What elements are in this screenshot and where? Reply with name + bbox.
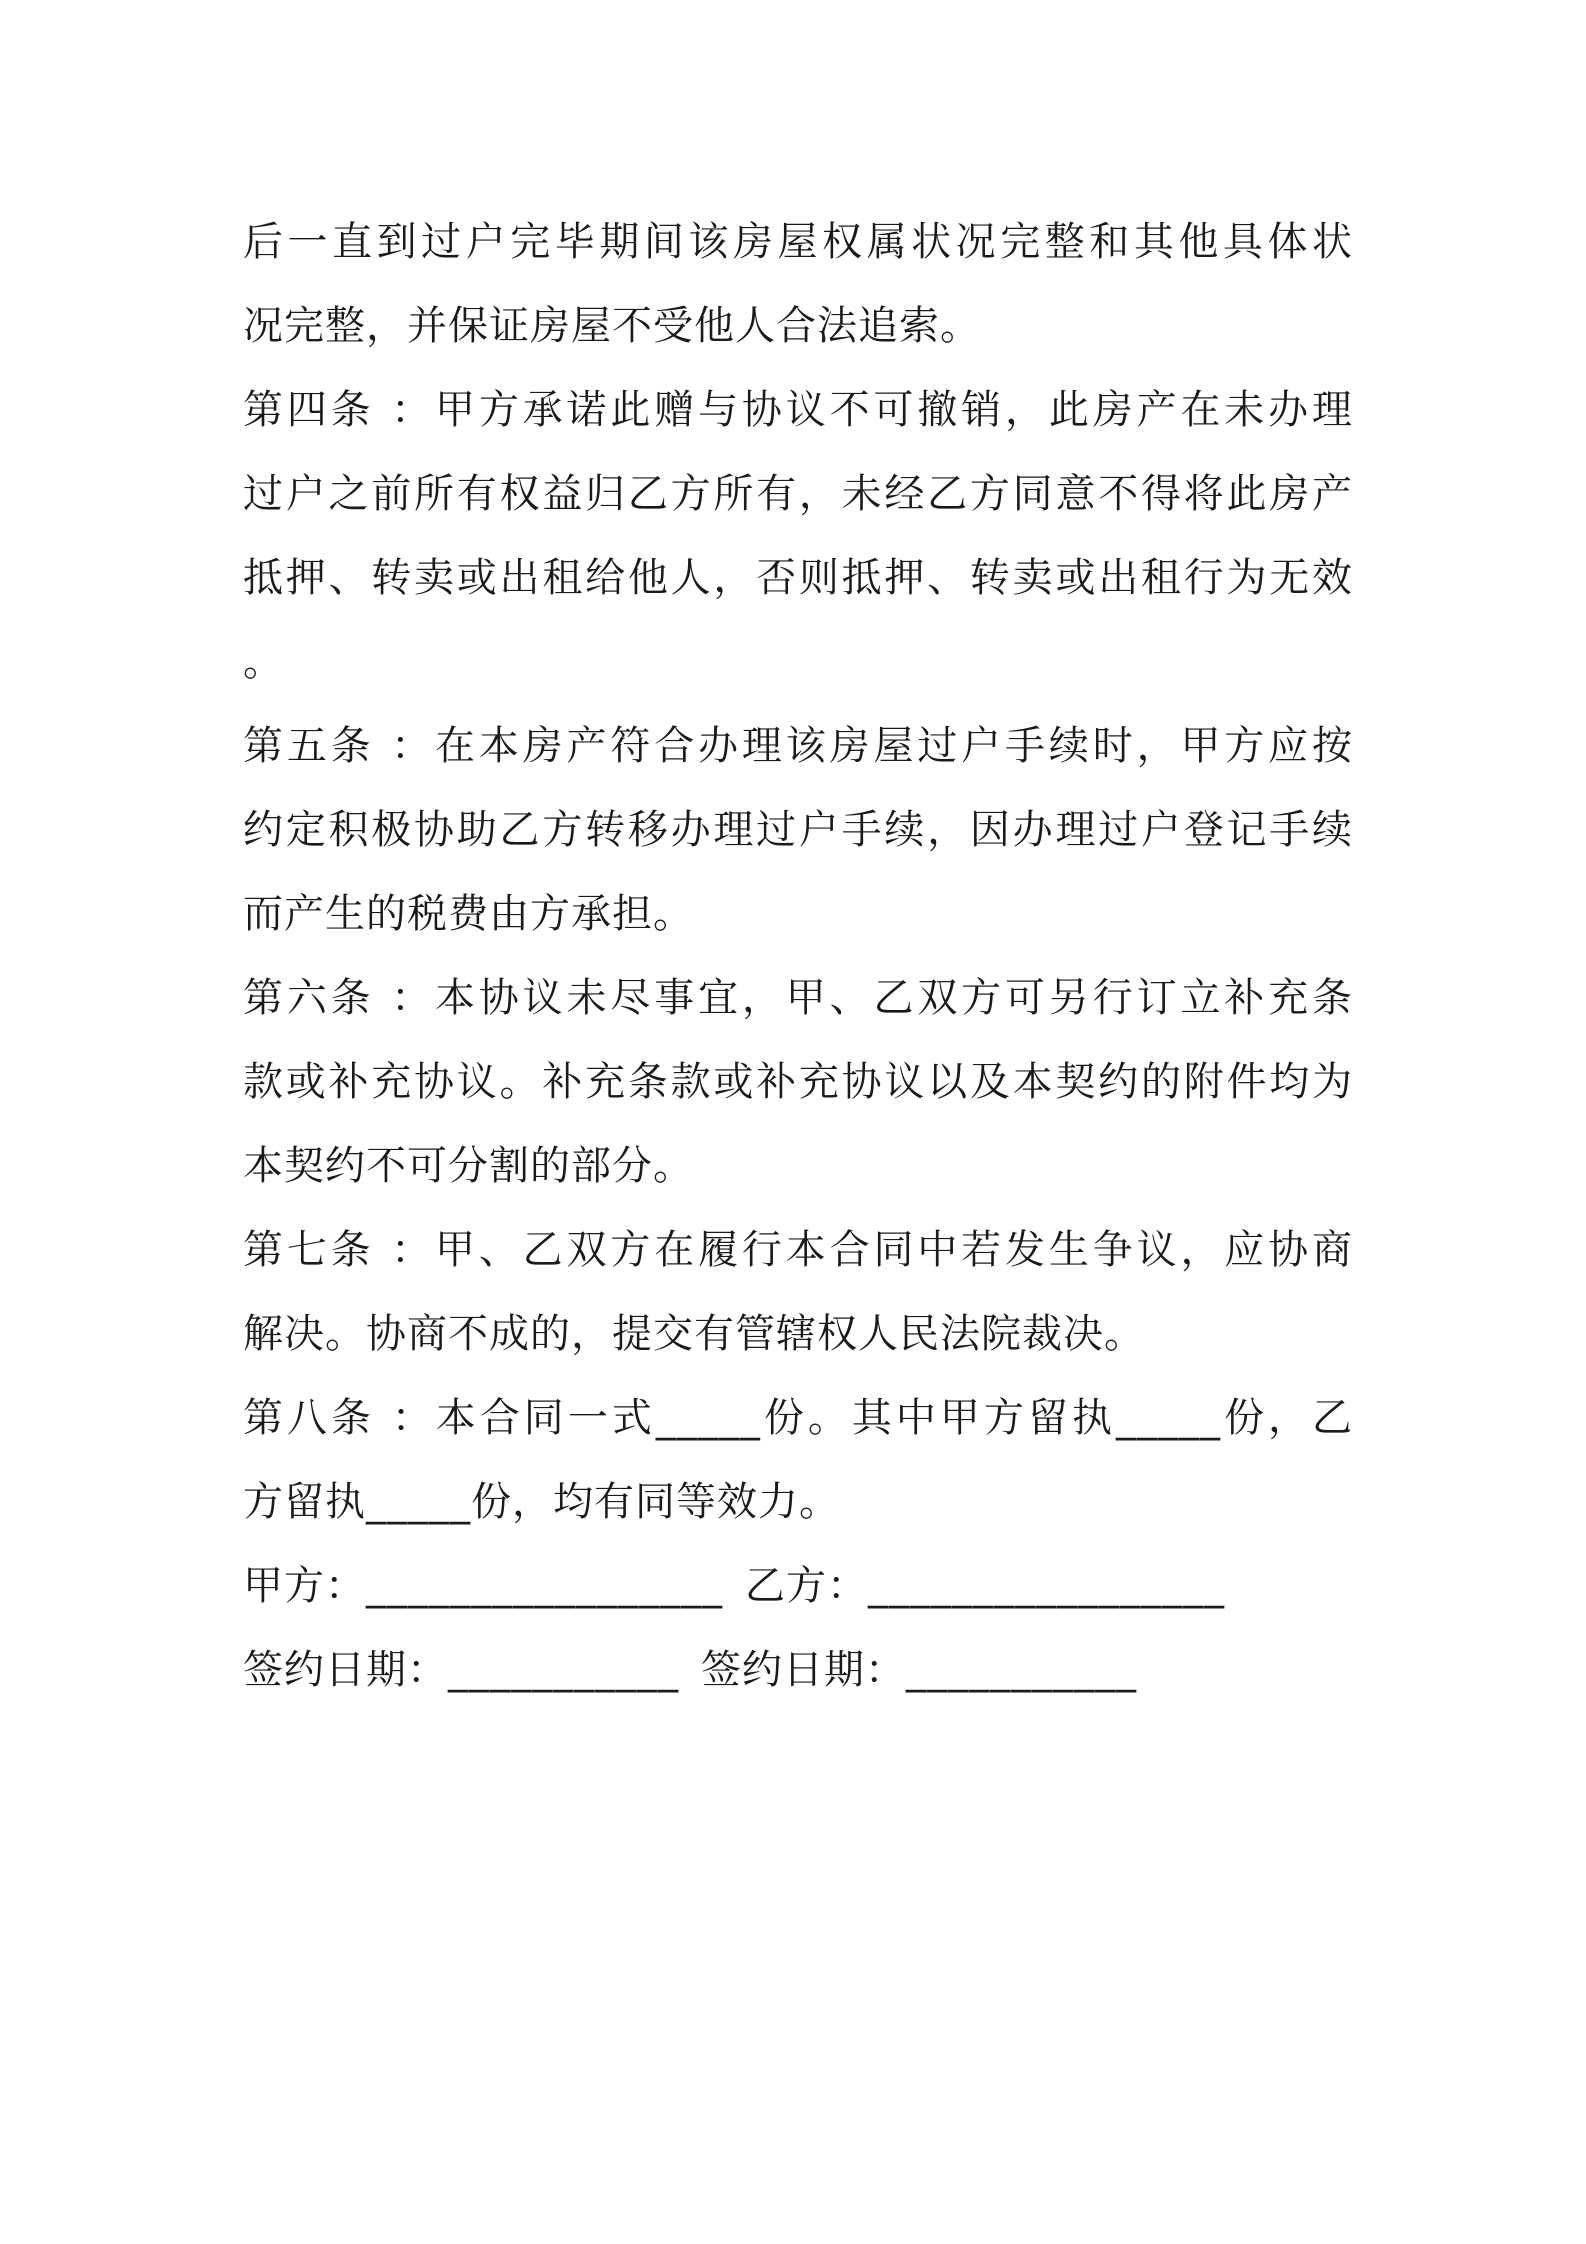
party-b-date-field[interactable]: 签约日期：___________ xyxy=(701,1647,1137,1693)
text-line: 方留执_____份，均有同等效力。 xyxy=(243,1479,840,1525)
text-line: 况完整，并保证房屋不受他人合法追索。 xyxy=(243,303,981,349)
article-8-line: 第八条 ：本合同一式_____份。其中甲方留执_____份，乙 xyxy=(243,1395,1353,1441)
article-7-line: 第七条 ：甲、乙双方在履行本合同中若发生争议，应协商 xyxy=(243,1227,1353,1273)
date-signature-row xyxy=(243,1628,1353,1712)
text-line: 款或补充协议。补充条款或补充协议以及本契约的附件均为 xyxy=(243,1059,1353,1105)
text-line: 解决。协商不成的，提交有管辖权人民法院裁决。 xyxy=(243,1311,1145,1357)
text-line: 。 xyxy=(243,639,284,685)
text-line: 本契约不可分割的部分。 xyxy=(243,1143,694,1189)
article-6-line: 第六条 ：本协议未尽事宜，甲、乙双方可另行订立补充条 xyxy=(243,975,1353,1021)
text-line: 而产生的税费由方承担。 xyxy=(243,891,694,937)
party-signature-row xyxy=(243,1544,1353,1628)
article-5-line: 第五条 ：在本房产符合办理该房屋过户手续时，甲方应按 xyxy=(243,723,1353,769)
party-a-date-field[interactable]: 签约日期：___________ xyxy=(243,1647,679,1693)
text-line: 后一直到过户完毕期间该房屋权属状况完整和其他具体状 xyxy=(243,219,1353,265)
contract-body xyxy=(243,200,1353,1712)
party-b-signature-field[interactable]: 乙方：_________________ xyxy=(745,1563,1225,1609)
party-a-signature-field[interactable]: 甲方：_________________ xyxy=(243,1563,723,1609)
text-line: 约定积极协助乙方转移办理过户手续，因办理过户登记手续 xyxy=(243,807,1353,853)
text-line: 过户之前所有权益归乙方所有，未经乙方同意不得将此房产 xyxy=(243,471,1353,517)
article-4-line: 第四条 ：甲方承诺此赠与协议不可撤销，此房产在未办理 xyxy=(243,387,1353,433)
text-line: 抵押、转卖或出租给他人，否则抵押、转卖或出租行为无效 xyxy=(243,555,1353,601)
